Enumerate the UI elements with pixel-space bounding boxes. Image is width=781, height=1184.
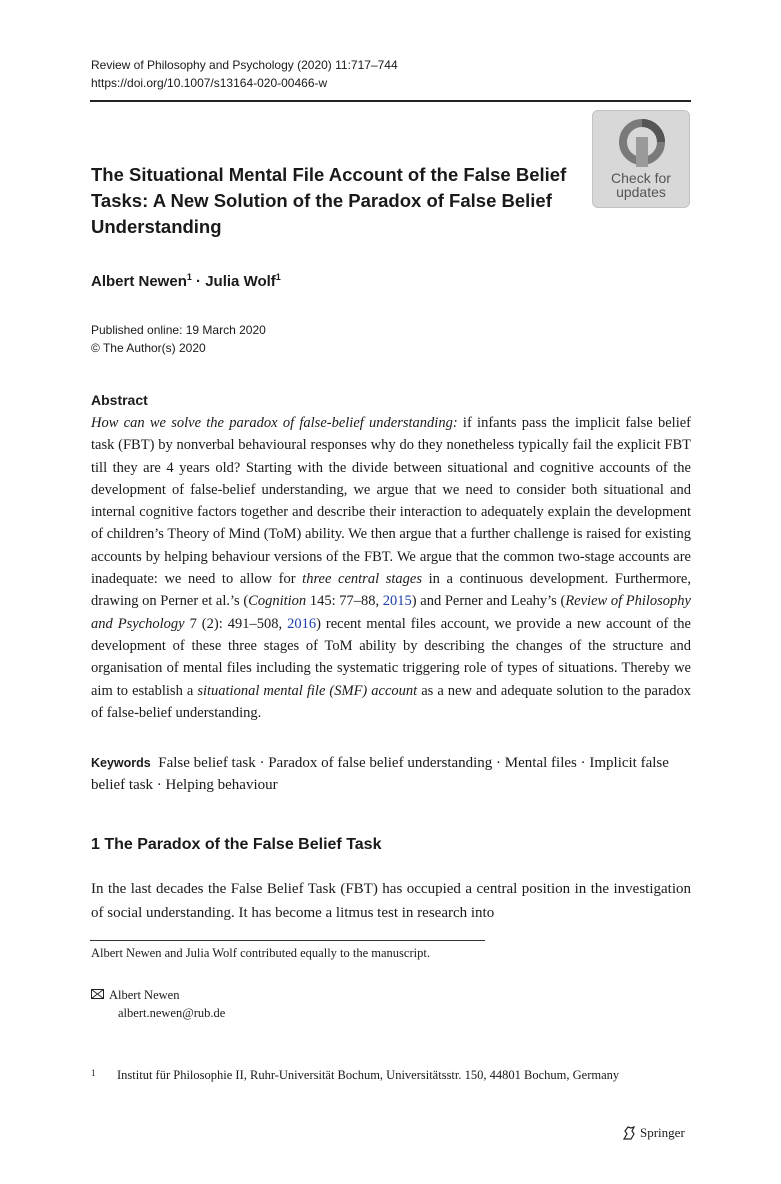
citation-link-2015[interactable]: 2015	[382, 593, 412, 610]
check-for-updates-badge[interactable]	[592, 110, 690, 208]
copyright: © The Author(s) 2020	[91, 341, 206, 355]
contact-name: Albert Newen	[109, 988, 180, 1002]
keywords	[91, 752, 691, 796]
corresponding-author	[91, 986, 225, 1022]
journal-header	[91, 56, 398, 92]
citation-link-2016[interactable]: 2016	[287, 615, 317, 632]
author-name[interactable]: Julia Wolf	[205, 273, 276, 290]
springer-horse-icon	[621, 1125, 637, 1141]
abstract-text: How can we solve the paradox of false-belief understanding: if infants pass the implicit false belief task (FBT) by nonverbal behavioural responses why do they nonetheless typically fail the explicit FBT till they are 4 years old? Starting with the divide between situational and cognitive accounts of the development of false-belief understanding, we argue that we need to consider both situational and internal cognitive factors together and describe their interaction to adequately explain the development of children’s Theory of Mind (ToM) ability. We then argue that a further challenge is raised for existing accounts by helping behaviour versions of the FBT. We argue that the common two-stage accounts are inadequate: we need to allow for three central stages in a continuous development. Furthermore, drawing on Perner et al.’s (Cognition 145: 77–88, 2015) and Perner and Leahy’s (Review of Philosophy and Psychology 7 (2): 491–508, 2016) recent mental files account, we provide a new account of the development of these three stages of ToM ability by describing the changes of the structure and organisation of mental files including the systematic triggering role of types of situations. Thereby we aim to establish a situational mental file (SMF) account as a new and adequate solution to the paradox of false-belief understanding.	[91, 415, 691, 721]
affiliation-marker: 1	[275, 272, 281, 282]
doi-link[interactable]: https://doi.org/10.1007/s13164-020-00466-w	[91, 76, 328, 90]
affiliation-text: Institut für Philosophie II, Ruhr-Universität Bochum, Universitätsstr. 150, 44801 Bochum, Germany	[117, 1068, 620, 1082]
check-for-updates-label: Check for updates	[611, 170, 671, 200]
affiliation	[91, 1066, 691, 1085]
affiliation-number: 1	[91, 1068, 96, 1078]
author-name[interactable]: Albert Newen	[91, 273, 187, 290]
affiliation-marker: 1	[186, 272, 192, 282]
keywords-label: Keywords	[91, 756, 151, 770]
footnote-equal-contribution: Albert Newen and Julia Wolf contributed equally to the manuscript.	[91, 946, 430, 960]
author-list	[91, 272, 281, 290]
publisher-name: Springer	[640, 1125, 685, 1140]
keywords-text: False belief task · Paradox of false belief understanding · Mental files · Implicit false belief task · Helping behaviour	[91, 755, 669, 793]
section-heading: 1 The Paradox of the False Belief Task	[91, 836, 382, 853]
published-date: Published online: 19 March 2020	[91, 323, 266, 337]
footnote-rule	[90, 940, 485, 941]
crossmark-icon	[617, 117, 667, 167]
body-paragraph: In the last decades the False Belief Task (FBT) has occupied a central position in the investigation of social understanding. It has become a litmus test in research into	[91, 881, 691, 921]
paper-title: The Situational Mental File Account of the False Belief Tasks: A New Solution of the Paradox of False Belief Understanding	[91, 164, 567, 237]
publication-info	[91, 321, 266, 357]
publisher-logo	[621, 1125, 685, 1141]
abstract-heading: Abstract	[91, 392, 148, 408]
header-rule	[90, 100, 691, 102]
envelope-icon	[91, 986, 109, 1004]
author-separator: ·	[196, 273, 202, 290]
journal-citation: Review of Philosophy and Psychology (2020) 11:717–744	[91, 58, 398, 72]
contact-email[interactable]: albert.newen@rub.de	[118, 1006, 226, 1020]
